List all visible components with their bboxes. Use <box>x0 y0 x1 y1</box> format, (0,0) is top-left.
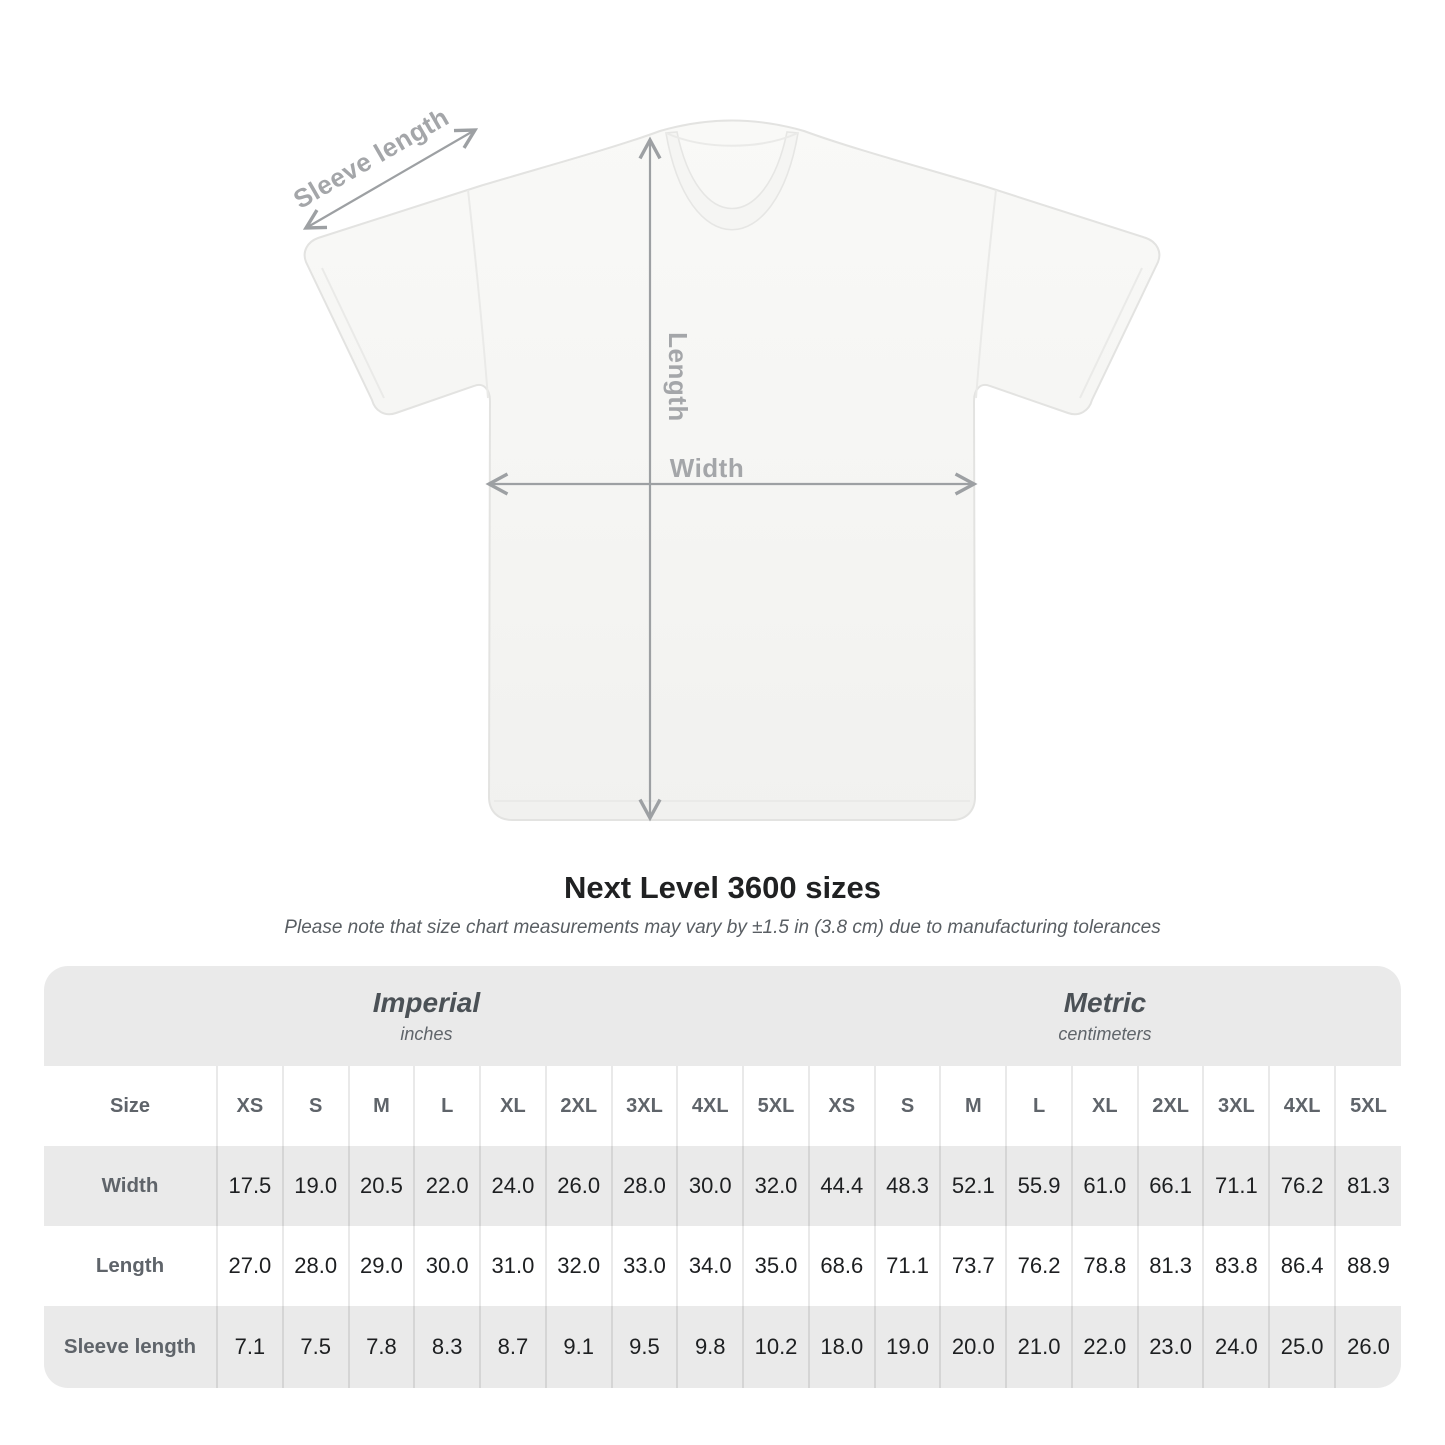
length-label: Length <box>663 332 693 422</box>
value-cell: 83.8 <box>1203 1226 1269 1306</box>
size-corner-label: Size <box>44 1066 217 1146</box>
value-cell: 78.8 <box>1072 1226 1138 1306</box>
value-cell: 33.0 <box>612 1226 678 1306</box>
metric-band <box>809 966 1401 1066</box>
value-cell: 71.1 <box>1203 1146 1269 1226</box>
row-label: Width <box>101 1174 159 1197</box>
value-cell: 9.8 <box>677 1306 743 1388</box>
row-sleeve-length <box>44 1306 1401 1388</box>
size-col-metric-s: S <box>875 1066 941 1146</box>
value-cell: 8.7 <box>480 1306 546 1388</box>
value-cell: 8.3 <box>414 1306 480 1388</box>
size-col-imperial-xl: XL <box>480 1066 546 1146</box>
value-cell: 17.5 <box>217 1146 283 1226</box>
size-col-imperial-m: M <box>349 1066 415 1146</box>
value-cell: 19.0 <box>875 1306 941 1388</box>
value-cell: 20.0 <box>940 1306 1006 1388</box>
unit-band-row <box>44 966 1401 1066</box>
value-cell: 25.0 <box>1269 1306 1335 1388</box>
size-col-metric-4xl: 4XL <box>1269 1066 1335 1146</box>
size-col-imperial-2xl: 2XL <box>546 1066 612 1146</box>
value-cell: 86.4 <box>1269 1226 1335 1306</box>
value-cell: 71.1 <box>875 1226 941 1306</box>
value-cell: 44.4 <box>809 1146 875 1226</box>
value-cell: 7.8 <box>349 1306 415 1388</box>
value-cell: 73.7 <box>940 1226 1006 1306</box>
value-cell: 48.3 <box>875 1146 941 1226</box>
value-cell: 27.0 <box>217 1226 283 1306</box>
value-cell: 30.0 <box>677 1146 743 1226</box>
size-col-imperial-4xl: 4XL <box>677 1066 743 1146</box>
row-label: Length <box>95 1254 165 1277</box>
row-length <box>44 1226 1401 1306</box>
value-cell: 28.0 <box>612 1146 678 1226</box>
metric-label: Metric <box>1063 987 1147 1018</box>
size-col-imperial-l: L <box>414 1066 480 1146</box>
value-cell: 32.0 <box>743 1146 809 1226</box>
value-cell: 61.0 <box>1072 1146 1138 1226</box>
value-cell: 81.3 <box>1335 1146 1401 1226</box>
value-cell: 28.0 <box>283 1226 349 1306</box>
value-cell: 7.1 <box>217 1306 283 1388</box>
size-col-imperial-s: S <box>283 1066 349 1146</box>
size-col-metric-xs: XS <box>809 1066 875 1146</box>
tolerance-note: Please note that size chart measurements may vary by ±1.5 in (3.8 cm) due to manufacturing tolerances <box>284 917 1161 938</box>
value-cell: 26.0 <box>1335 1306 1401 1388</box>
value-cell: 76.2 <box>1006 1226 1072 1306</box>
size-table <box>44 966 1401 1388</box>
value-cell: 22.0 <box>1072 1306 1138 1388</box>
value-cell: 9.5 <box>612 1306 678 1388</box>
imperial-band <box>44 966 809 1066</box>
size-col-metric-5xl: 5XL <box>1335 1066 1401 1146</box>
imperial-label: Imperial <box>372 987 481 1018</box>
value-cell: 81.3 <box>1138 1226 1204 1306</box>
page-title: Next Level 3600 sizes <box>563 870 882 905</box>
value-cell: 30.0 <box>414 1226 480 1306</box>
value-cell: 66.1 <box>1138 1146 1204 1226</box>
value-cell: 24.0 <box>480 1146 546 1226</box>
value-cell: 35.0 <box>743 1226 809 1306</box>
value-cell: 32.0 <box>546 1226 612 1306</box>
value-cell: 23.0 <box>1138 1306 1204 1388</box>
size-col-imperial-3xl: 3XL <box>612 1066 678 1146</box>
imperial-unit-label: inches <box>400 1024 453 1044</box>
value-cell: 22.0 <box>414 1146 480 1226</box>
value-cell: 31.0 <box>480 1226 546 1306</box>
row-width <box>44 1146 1401 1226</box>
value-cell: 52.1 <box>940 1146 1006 1226</box>
row-label: Sleeve length <box>63 1335 197 1358</box>
size-col-metric-2xl: 2XL <box>1138 1066 1204 1146</box>
size-col-metric-l: L <box>1006 1066 1072 1146</box>
size-col-metric-m: M <box>940 1066 1006 1146</box>
value-cell: 18.0 <box>809 1306 875 1388</box>
value-cell: 20.5 <box>349 1146 415 1226</box>
value-cell: 34.0 <box>677 1226 743 1306</box>
width-label: Width <box>669 453 745 483</box>
size-col-metric-3xl: 3XL <box>1203 1066 1269 1146</box>
size-col-metric-xl: XL <box>1072 1066 1138 1146</box>
value-cell: 10.2 <box>743 1306 809 1388</box>
value-cell: 24.0 <box>1203 1306 1269 1388</box>
value-cell: 88.9 <box>1335 1226 1401 1306</box>
size-col-imperial-5xl: 5XL <box>743 1066 809 1146</box>
size-header-row <box>44 1066 1401 1146</box>
size-table-container <box>44 966 1401 1388</box>
value-cell: 55.9 <box>1006 1146 1072 1226</box>
value-cell: 9.1 <box>546 1306 612 1388</box>
value-cell: 7.5 <box>283 1306 349 1388</box>
sleeve-length-label: Sleeve length <box>288 101 454 215</box>
metric-unit-label: centimeters <box>1058 1024 1152 1044</box>
value-cell: 68.6 <box>809 1226 875 1306</box>
size-col-imperial-xs: XS <box>217 1066 283 1146</box>
value-cell: 21.0 <box>1006 1306 1072 1388</box>
value-cell: 29.0 <box>349 1226 415 1306</box>
value-cell: 19.0 <box>283 1146 349 1226</box>
value-cell: 26.0 <box>546 1146 612 1226</box>
value-cell: 76.2 <box>1269 1146 1335 1226</box>
